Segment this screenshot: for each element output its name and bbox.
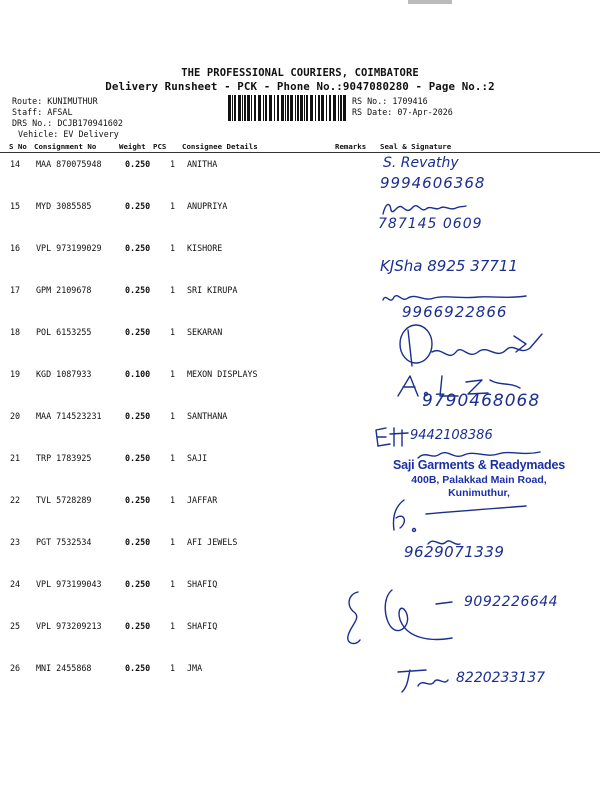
row-consignee: ANITHA [187,159,218,169]
signature-15-phone: 787145 0609 [378,216,483,232]
barcode-bar [265,95,267,121]
signature-26 [392,666,452,694]
row-consignment: TVL 5728289 [36,495,92,505]
barcode-bar [281,95,284,121]
row-consignee: SEKARAN [187,327,223,337]
row-sno: 16 [10,243,21,253]
barcode-bar [228,95,231,121]
row-consignee: KISHORE [187,243,223,253]
row-weight: 0.250 [125,201,151,211]
company-title: THE PROFESSIONAL COURIERS, COIMBATORE [181,67,419,79]
barcode-bar [232,95,233,121]
barcode-bar [295,95,296,121]
barcode-bar [315,95,316,121]
row-consignment: VPL 973199029 [36,243,102,253]
barcode-bar [338,95,339,121]
row-weight: 0.250 [125,537,151,547]
barcode-bar [306,95,308,121]
barcode-bar [318,95,320,121]
barcode-bar [247,95,250,121]
barcode-bar [310,95,313,121]
signature-20 [372,424,412,452]
stamp-city: Kunimuthur, [448,487,510,499]
row-consignee: SHAFIQ [187,579,218,589]
row-sno: 26 [10,663,21,673]
barcode-bar [254,95,256,121]
barcode-bar [300,95,303,121]
row-sno: 24 [10,579,21,589]
row-consignee: SAJI [187,453,208,463]
row-consignee: SRI KIRUPA [187,285,238,295]
barcode-bar [263,95,264,121]
col-header-remarks: Remarks [335,142,367,151]
row-pcs: 1 [170,285,176,295]
barcode-bar [242,95,243,121]
staff-label: Staff: AFSAL [12,107,73,117]
row-pcs: 1 [170,621,176,631]
row-weight: 0.250 [125,243,151,253]
row-sno: 23 [10,537,21,547]
row-pcs: 1 [170,579,176,589]
barcode-bar [251,95,252,121]
barcode-bar [238,95,241,121]
stamp-name: Saji Garments & Readymades [393,458,565,472]
barcode-bar [297,95,299,121]
route-label: Route: KUNIMUTHUR [12,96,98,106]
row-consignment: KGD 1087933 [36,369,92,379]
row-consignment: GPM 2109678 [36,285,92,295]
row-sno: 25 [10,621,21,631]
signature-14-phone: 9994606368 [380,174,486,192]
row-pcs: 1 [170,159,176,169]
row-consignee: SHAFIQ [187,621,218,631]
row-consignment: MAA 870075948 [36,159,102,169]
row-sno: 18 [10,327,21,337]
barcode-bar [321,95,324,121]
barcode-bar [244,95,246,121]
barcode-bar [274,95,275,121]
barcode-bar [285,95,286,121]
signature-17-phone: 9966922866 [402,303,508,321]
row-pcs: 1 [170,537,176,547]
row-weight: 0.250 [125,579,151,589]
row-consignment: PGT 7532534 [36,537,92,547]
row-weight: 0.250 [125,663,151,673]
row-consignment: POL 6153255 [36,327,92,337]
row-sno: 14 [10,159,21,169]
row-consignment: VPL 973199043 [36,579,102,589]
signature-24-phone: 9092226644 [464,594,559,610]
barcode-bar [326,95,327,121]
row-consignee: MEXON DISPLAYS [187,369,258,379]
row-weight: 0.250 [125,411,151,421]
signature-18 [396,322,548,370]
barcode-bar [287,95,289,121]
row-sno: 21 [10,453,21,463]
row-pcs: 1 [170,327,176,337]
col-header-consignee: Consignee Details [182,142,258,151]
barcode-bar [290,95,293,121]
col-header-consignment: Consignment No [34,142,97,151]
row-sno: 20 [10,411,21,421]
row-pcs: 1 [170,663,176,673]
signature-24-25 [340,584,464,648]
barcode-bar [340,95,342,121]
rs-date: RS Date: 07-Apr-2026 [352,107,453,117]
barcode-bar [277,95,279,121]
company-stamp [384,458,574,499]
barcode-bar [269,95,272,121]
row-weight: 0.250 [125,495,151,505]
row-consignment: MAA 714523231 [36,411,102,421]
signature-16: KJSha 8925 37711 [380,257,518,275]
row-weight: 0.250 [125,453,151,463]
barcode-bar [329,95,331,121]
barcode-bar [258,95,261,121]
runsheet-subtitle: Delivery Runsheet - PCK - Phone No.:9047080280 - Page No.:2 [105,80,495,93]
barcode-bar [304,95,305,121]
barcode-bar [343,95,346,121]
signature-23-phone: 9629071339 [404,543,505,561]
scan-mark [408,0,452,4]
row-pcs: 1 [170,411,176,421]
row-consignee: ANUPRIYA [187,201,228,211]
row-sno: 17 [10,285,21,295]
header-divider [0,152,600,153]
rs-number: RS No.: 1709416 [352,96,428,106]
row-consignment: MNI 2455868 [36,663,92,673]
col-header-pcs: PCS [153,142,167,151]
row-consignee: JAFFAR [187,495,218,505]
row-consignment: VPL 973209213 [36,621,102,631]
row-consignee: JMA [187,663,203,673]
row-pcs: 1 [170,369,176,379]
signature-14-name: S. Revathy [383,155,459,171]
row-pcs: 1 [170,201,176,211]
barcode [228,95,348,121]
signature-26-phone: 8220233137 [456,670,546,686]
row-weight: 0.100 [125,369,151,379]
row-consignment: MYD 3085585 [36,201,92,211]
row-consignee: AFI JEWELS [187,537,238,547]
row-sno: 19 [10,369,21,379]
col-header-seal-signature: Seal & Signature [380,142,452,151]
row-weight: 0.250 [125,159,151,169]
barcode-bar [234,95,236,121]
row-pcs: 1 [170,453,176,463]
drs-number: DRS No.: DCJB170941602 [12,118,123,128]
col-header-sno: S No [9,142,27,151]
signature-19-phone: 9790468068 [422,391,541,411]
barcode-bar [333,95,336,121]
row-weight: 0.250 [125,621,151,631]
stamp-address: 400B, Palakkad Main Road, [411,474,547,486]
row-sno: 22 [10,495,21,505]
row-sno: 15 [10,201,21,211]
row-pcs: 1 [170,495,176,505]
vehicle-label: Vehicle: EV Delivery [18,129,119,139]
signature-20-phone: 9442108386 [410,428,493,443]
row-weight: 0.250 [125,327,151,337]
row-consignee: SANTHANA [187,411,228,421]
col-header-weight: Weight [119,142,146,151]
row-weight: 0.250 [125,285,151,295]
row-pcs: 1 [170,243,176,253]
row-consignment: TRP 1783925 [36,453,92,463]
